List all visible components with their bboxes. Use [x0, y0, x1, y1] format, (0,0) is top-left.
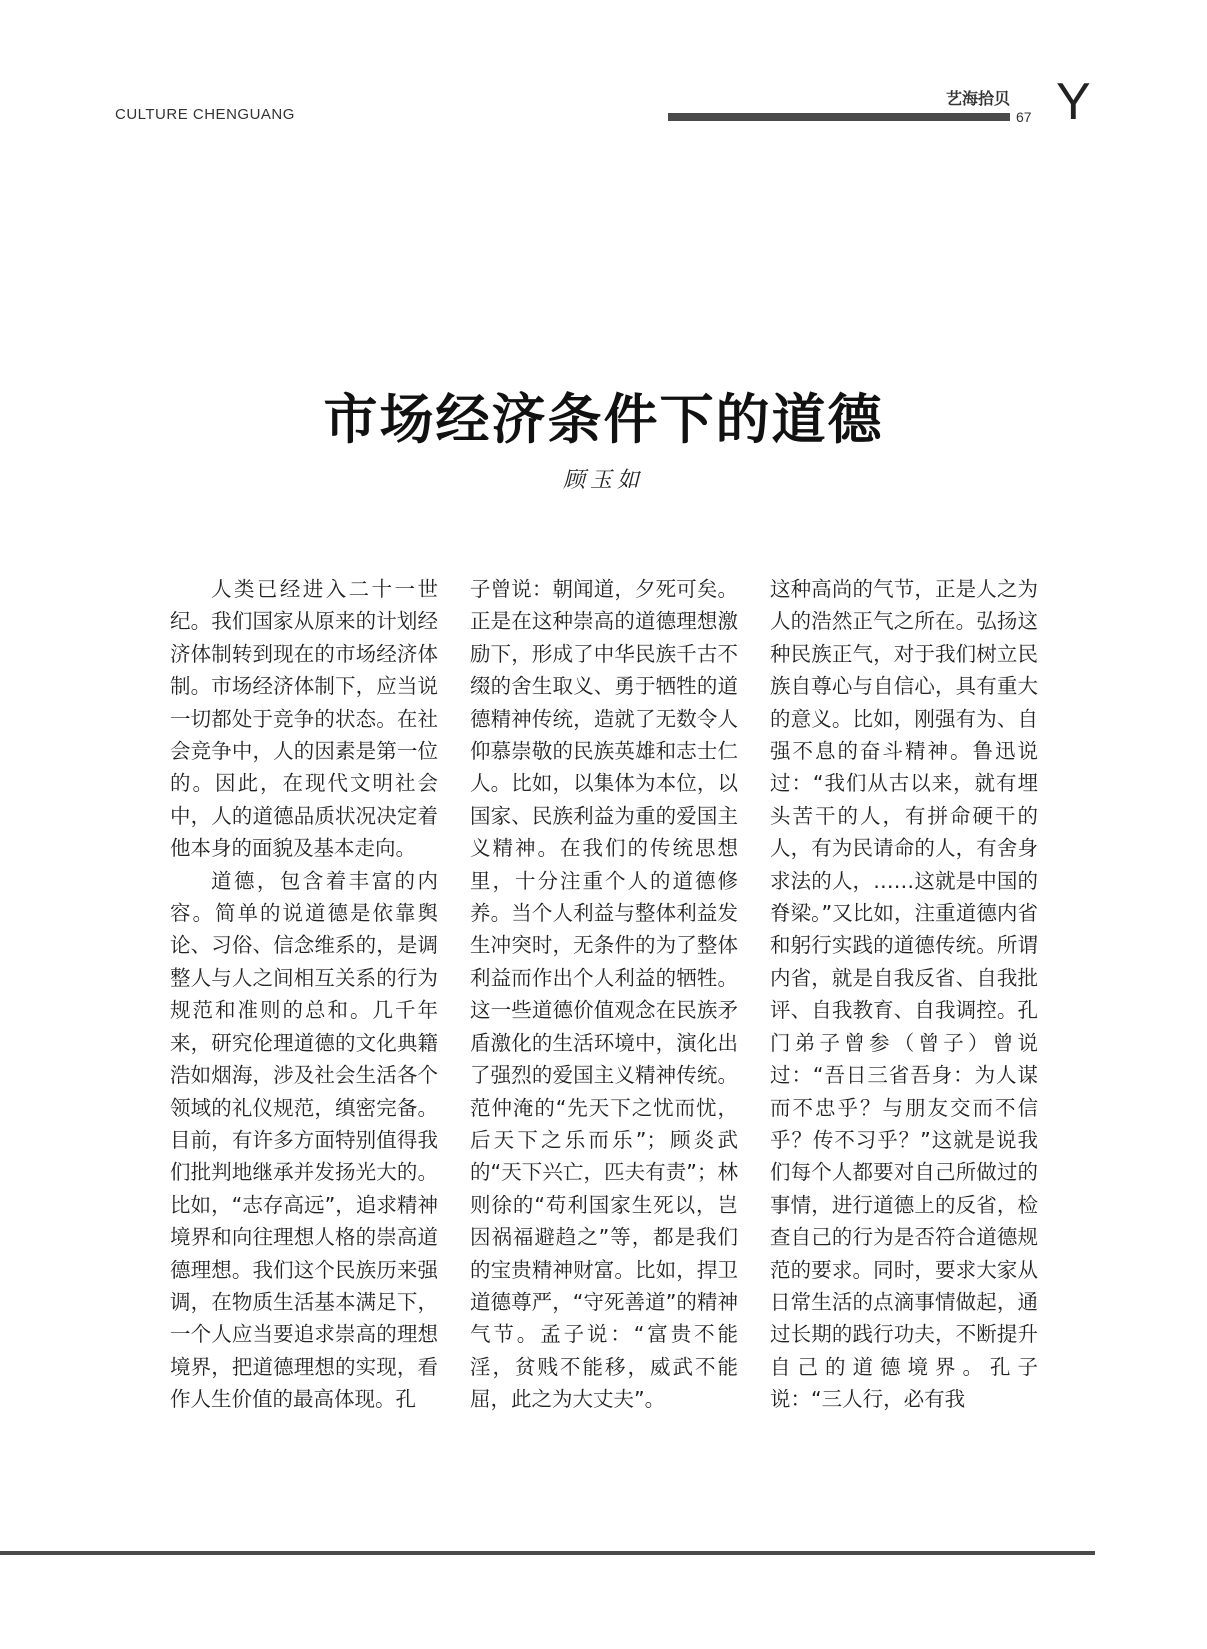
paragraph: 人类已经进入二十一世纪。我们国家从原来的计划经济体制转到现在的市场经济体制。市场经济体制下，应当说一切都处于竞争的状态。在社会竞争中，人的因素是第一位的。因此，在现代文明社会中，人的道德品质状况决定着他本身的面貌及基本走向。 — [170, 577, 438, 861]
paragraph: 道德，包含着丰富的内容。简单的说道德是依靠舆论、习俗、信念维系的，是调整人与人之间相互关系的行为规范和准则的总和。几千年来，研究伦理道德的文化典籍浩如烟海，涉及社会生活各个领域的礼仪规范，缜密完备。目前，有许多方面特别值得我们批判地继承并发扬光大的。比如，“志存高远”，追求精神境界和向往理想人格的崇高道德理想。我们这个民族历来强调，在物质生活基本满足下，一个人应当要追求崇高的理想境界，把道德理想的实现，看作人生价值的最高体现。孔 — [170, 868, 438, 1412]
article-column-2 — [470, 573, 738, 1416]
article-title: 市场经济条件下的道德 — [323, 387, 884, 451]
article-column-1 — [170, 573, 438, 1416]
header-divider-bar — [668, 113, 1010, 121]
article-author: 顾玉如 — [562, 468, 644, 493]
paragraph: 这种高尚的气节，正是人之为人的浩然正气之所在。弘扬这种民族正气，对于我们树立民族自尊心与自信心，具有重大的意义。比如，刚强有为、自强不息的奋斗精神。鲁迅说过：“我们从古以来，就有埋头苦干的人，有拼命硬干的人，有为民请命的人，有舍身求法的人，……这就是中国的脊梁。”又比如，注重道德内省和躬行实践的道德传统。所谓内省，就是自我反省、自我批评、自我教育、自我调控。孔门弟子曾参（曾子）曾说过：“吾日三省吾身：为人谋而不忠乎？与朋友交而不信乎？传不习乎？”这就是说我们每个人都要对自己所做过的事情，进行道德上的反省，检查自己的行为是否符合道德规范的要求。同时，要求大家从日常生活的点滴事情做起，通过长期的践行功夫，不断提升自己的道德境界。孔子说：“三人行，必有我 — [770, 577, 1038, 1412]
page-number: 67 — [1016, 109, 1032, 125]
footer-divider-bar — [0, 1551, 1095, 1555]
article-column-3 — [770, 573, 1038, 1416]
section-letter: Y — [1056, 73, 1091, 131]
section-title: 艺海拾贝 — [945, 89, 1010, 108]
paragraph: 子曾说：朝闻道，夕死可矣。正是在这种崇高的道德理想激励下，形成了中华民族千古不缀的舍生取义、勇于牺牲的道德精神传统，造就了无数令人仰慕崇敬的民族英雄和志士仁人。比如，以集体为本位，以国家、民族利益为重的爱国主义精神。在我们的传统思想里，十分注重个人的道德修养。当个人利益与整体利益发生冲突时，无条件的为了整体利益而作出个人利益的牺牲。这一些道德价值观念在民族矛盾激化的生活环境中，演化出了强烈的爱国主义精神传统。范仲淹的“先天下之忧而忧，后天下之乐而乐”；顾炎武的“天下兴亡，匹夫有责”；林则徐的“苟利国家生死以，岂因祸福避趋之”等，都是我们的宝贵精神财富。比如，捍卫道德尊严，“守死善道”的精神气节。孟子说：“富贵不能淫，贫贱不能移，威武不能屈，此之为大丈夫”。 — [470, 577, 738, 1412]
magazine-name: CULTURE CHENGUANG — [115, 106, 295, 123]
